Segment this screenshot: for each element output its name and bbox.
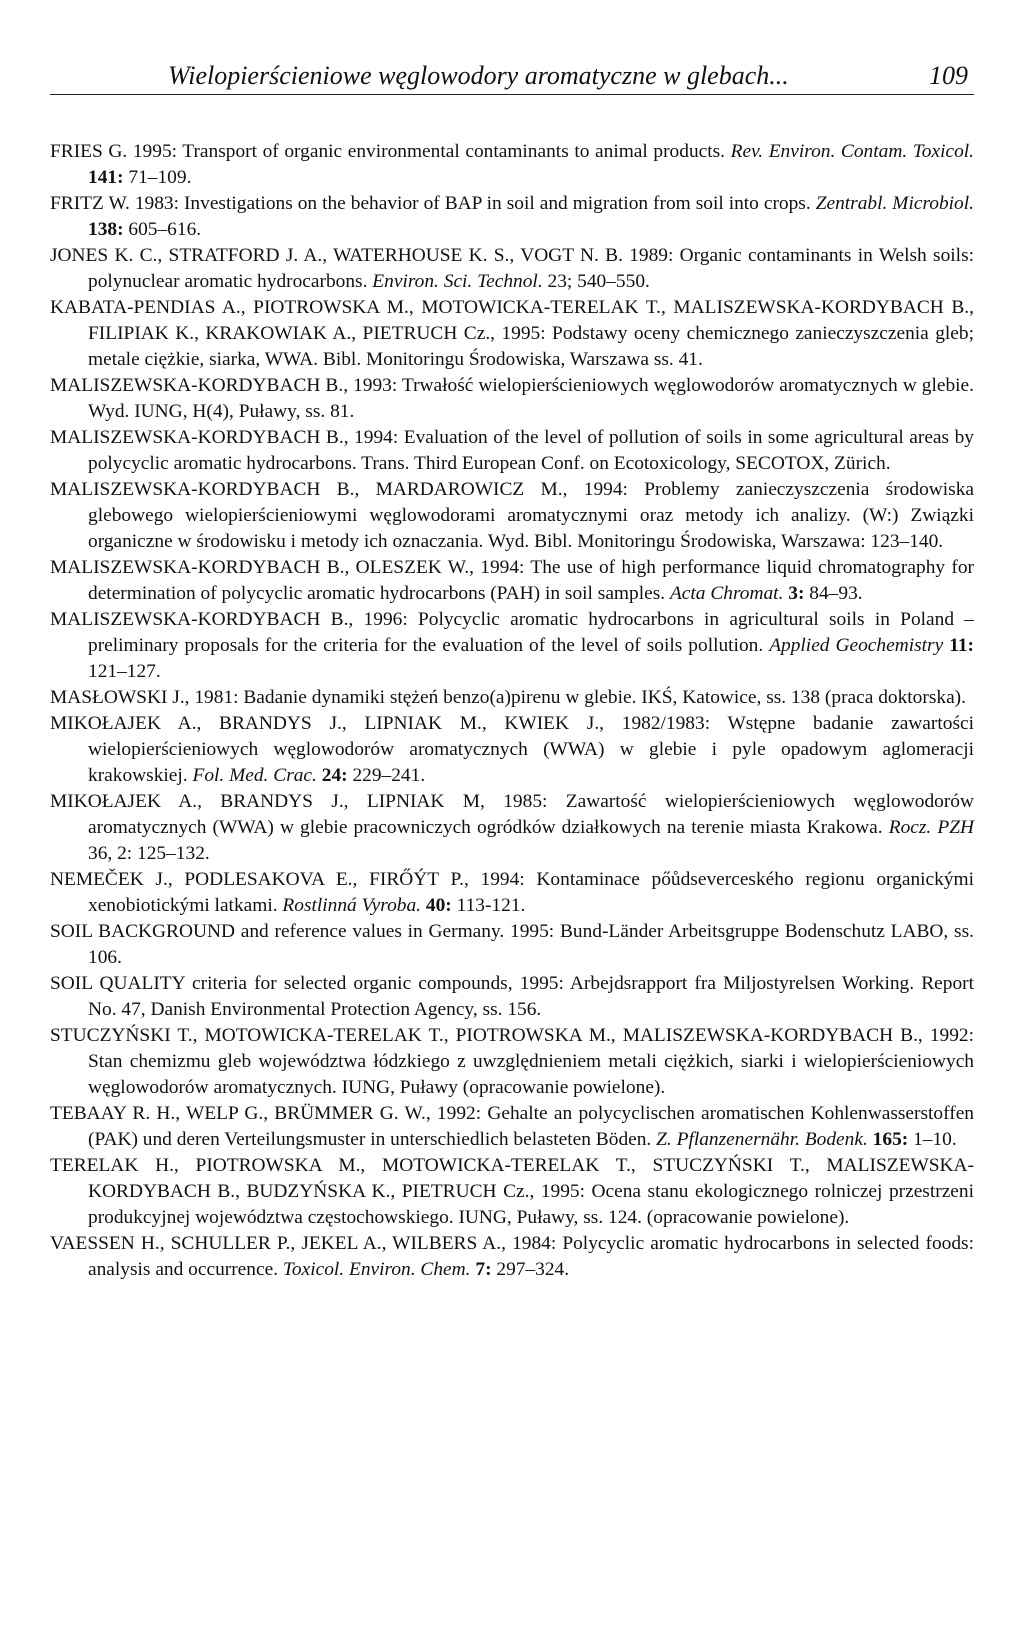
reference-text: FRITZ W. 1983: Investigations on the behavior of BAP in soil and migration from soil into crops. [50, 193, 816, 214]
volume-number: 7: [475, 1259, 492, 1280]
reference-entry [50, 919, 974, 971]
reference-text: 23; 540–550. [542, 271, 650, 292]
reference-entry [50, 789, 974, 867]
reference-text: TEBAAY R. H., WELP G., BRÜMMER G. W., 1992: Gehalte an polycyclischen aromatischen Kohlenwasserstoffen (PAK) und deren Verteilungsmuster in unterschiedlich belasteten Böden. [50, 1103, 974, 1150]
journal-title: Applied Geochemistry [769, 635, 944, 656]
page-number: 109 [929, 61, 968, 90]
reference-text: MIKOŁAJEK A., BRANDYS J., LIPNIAK M., KWIEK J., 1982/1983: Wstępne badanie zawartości wielopierścieniowych węglowodorów aromatycznych (WWA) w glebie i pyle opadowym aglomeracji krakowskiej. [50, 713, 974, 786]
reference-entry [50, 971, 974, 1023]
reference-entry [50, 243, 974, 295]
reference-entry [50, 425, 974, 477]
reference-text: 605–616. [123, 219, 202, 240]
reference-text: 229–241. [347, 765, 426, 786]
reference-text: SOIL QUALITY criteria for selected organic compounds, 1995: Arbejdsrapport fra Miljostyrelsen Working. Report No. 47, Danish Environmental Protection Agency, ss. 156. [50, 973, 974, 1020]
reference-entry [50, 607, 974, 685]
reference-text: TERELAK H., PIOTROWSKA M., MOTOWICKA-TERELAK T., STUCZYŃSKI T., MALISZEWSKA-KORDYBACH B., BUDZYŃSKA K., PIETRUCH Cz., 1995: Ocena stanu ekologicznego rolniczej przestrzeni produkcyjnej województwa częstochowskiego. IUNG, Puławy, ss. 124. (opracowanie powielone). [50, 1155, 974, 1228]
volume-number: 11: [949, 635, 974, 656]
reference-entry [50, 867, 974, 919]
reference-text: MALISZEWSKA-KORDYBACH B., 1994: Evaluation of the level of pollution of soils in some agricultural areas by polycyclic aromatic hydrocarbons. Trans. Third European Conf. on Ecotoxicology, SECOTOX, Zürich. [50, 427, 974, 474]
reference-text: JONES K. C., STRATFORD J. A., WATERHOUSE K. S., VOGT N. B. 1989: Organic contaminants in Welsh soils: polynuclear aromatic hydrocarbons. [50, 245, 974, 292]
reference-text: VAESSEN H., SCHULLER P., JEKEL A., WILBERS A., 1984: Polycyclic aromatic hydrocarbons in selected foods: analysis and occurrence. [50, 1233, 974, 1280]
reference-text: KABATA-PENDIAS A., PIOTROWSKA M., MOTOWICKA-TERELAK T., MALISZEWSKA-KORDYBACH B., FILIPIAK K., KRAKOWIAK A., PIETRUCH Cz., 1995: Podstawy oceny chemicznego zanieczyszczenia gleb; metale ciężkie, siarka, WWA. Bibl. Monitoringu Środowiska, Warszawa ss. 41. [50, 297, 974, 370]
running-header [50, 60, 974, 95]
journal-title: Environ. Sci. Technol. [372, 271, 543, 292]
volume-number: 40: [425, 895, 452, 916]
reference-entry [50, 139, 974, 191]
journal-title: Rev. Environ. Contam. Toxicol. [730, 141, 975, 162]
journal-title: Fol. Med. Crac. [192, 765, 317, 786]
reference-text: 297–324. [491, 1259, 570, 1280]
reference-text: NEMEČEK J., PODLESAKOVA E., FIRŐÝT P., 1994: Kontaminace pőůdseverceského regionu organickými xenobiotickými latkami. [50, 869, 974, 916]
journal-title: Z. Pflanzenernähr. Bodenk. [656, 1129, 868, 1150]
reference-text: MALISZEWSKA-KORDYBACH B., OLESZEK W., 1994: The use of high performance liquid chromatography for determination of polycyclic aromatic hydrocarbons (PAH) in soil samples. [50, 557, 974, 604]
volume-number: 3: [788, 583, 805, 604]
reference-entry [50, 477, 974, 555]
reference-entry [50, 711, 974, 789]
volume-number: 141: [88, 167, 124, 188]
reference-text: 36, 2: 125–132. [88, 843, 210, 864]
reference-entry [50, 1153, 974, 1231]
volume-number: 165: [872, 1129, 909, 1150]
reference-text: 1–10. [908, 1129, 957, 1150]
journal-title: Toxicol. Environ. Chem. [282, 1259, 471, 1280]
journal-title: Acta Chromat. [669, 583, 784, 604]
reference-entry [50, 685, 974, 711]
reference-text: MASŁOWSKI J., 1981: Badanie dynamiki stężeń benzo(a)pirenu w glebie. IKŚ, Katowice, ss. 138 (praca doktorska). [50, 687, 966, 708]
reference-text: 84–93. [804, 583, 863, 604]
reference-text: 121–127. [88, 661, 161, 682]
reference-entry [50, 191, 974, 243]
reference-entry [50, 1023, 974, 1101]
reference-entry [50, 555, 974, 607]
reference-text: MALISZEWSKA-KORDYBACH B., 1996: Polycyclic aromatic hydrocarbons in agricultural soils in Poland – preliminary proposals for the criteria for the evaluation of the level of soils pollution. [50, 609, 974, 656]
page [50, 60, 974, 1283]
reference-text: STUCZYŃSKI T., MOTOWICKA-TERELAK T., PIOTROWSKA M., MALISZEWSKA-KORDYBACH B., 1992: Stan chemizmu gleb województwa łódzkiego z uwzględnieniem metali ciężkich, siarki i wielopierścieniowych węglowodorów aromatycznych. IUNG, Puławy (opracowanie powielone). [50, 1025, 974, 1098]
reference-entry [50, 295, 974, 373]
journal-title: Rocz. PZH [888, 817, 974, 838]
reference-text: SOIL BACKGROUND and reference values in Germany. 1995: Bund-Länder Arbeitsgruppe Bodenschutz LABO, ss. 106. [50, 921, 974, 968]
reference-text: MIKOŁAJEK A., BRANDYS J., LIPNIAK M, 1985: Zawartość wielopierścieniowych węglowodorów aromatycznych (WWA) w glebie pracowniczych ogródków działkowych na terenie miasta Krakowa. [50, 791, 974, 838]
reference-text: MALISZEWSKA-KORDYBACH B., 1993: Trwałość wielopierścieniowych węglowodorów aromatycznych w glebie. Wyd. IUNG, H(4), Puławy, ss. 81. [50, 375, 974, 422]
reference-text: 71–109. [123, 167, 192, 188]
journal-title: Rostlinná Vyroba. [282, 895, 422, 916]
volume-number: 138: [88, 219, 124, 240]
reference-list [50, 139, 974, 1283]
reference-entry [50, 373, 974, 425]
volume-number: 24: [321, 765, 348, 786]
reference-text: MALISZEWSKA-KORDYBACH B., MARDAROWICZ M., 1994: Problemy zanieczyszczenia środowiska glebowego wielopierścieniowymi węglowodorami aromatycznymi oraz metody ich analizy. (W:) Związki organiczne w środowisku i metody ich oznaczania. Wyd. Bibl. Monitoringu Środowiska, Warszawa: 123–140. [50, 479, 974, 552]
running-title: Wielopierścieniowe węglowodory aromatyczne w glebach... [168, 61, 789, 90]
reference-entry [50, 1101, 974, 1153]
reference-text: FRIES G. 1995: Transport of organic environmental contaminants to animal products. [50, 141, 731, 162]
reference-text: 113-121. [451, 895, 526, 916]
journal-title: Zentrabl. Microbiol. [815, 193, 974, 214]
reference-entry [50, 1231, 974, 1283]
